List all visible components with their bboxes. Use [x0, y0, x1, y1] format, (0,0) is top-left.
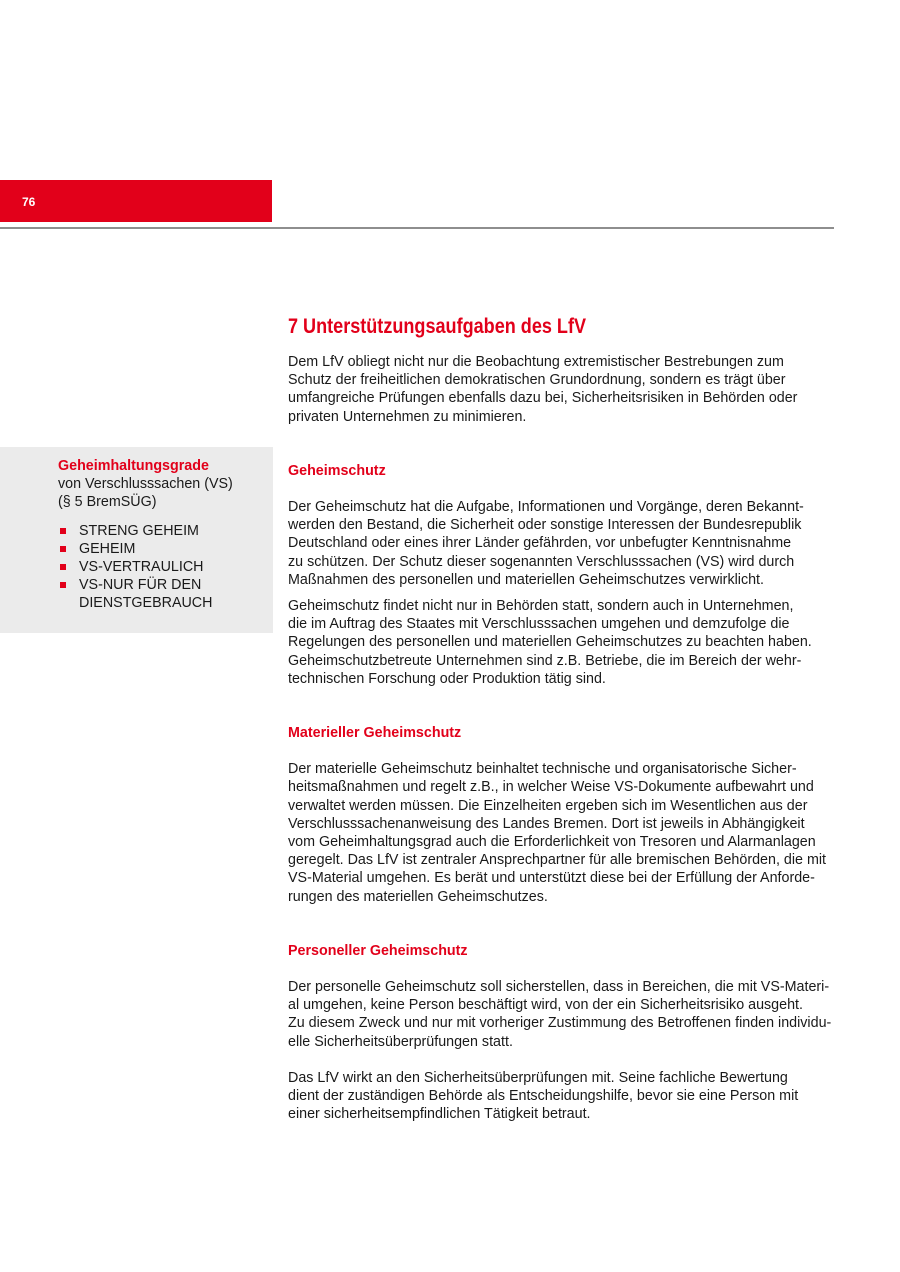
text-line: al umgehen, keine Person beschäftigt wird, von der ein Sicherheitsrisiko ausgeht. — [288, 997, 803, 1014]
text-line: rungen des materiellen Geheimschutzes. — [288, 888, 548, 905]
list-item-label: VS-NUR FÜR DEN — [79, 577, 202, 594]
text-line: Der personelle Geheimschutz soll sicherstellen, dass in Bereichen, die mit VS-Materi- — [288, 979, 830, 996]
text-line: verwaltet werden müssen. Die Einzelheiten ergeben sich im Wesentlichen aus der — [288, 797, 808, 814]
text-line: Geheimschutzbetreute Unternehmen sind z.B. Betriebe, die im Bereich der wehr- — [288, 652, 802, 669]
sidebar-title: Geheimhaltungsgrade — [58, 458, 209, 474]
text-line: privaten Unternehmen zu minimieren. — [288, 408, 527, 425]
sidebar-content — [58, 457, 268, 613]
text-line: Der Geheimschutz hat die Aufgabe, Informationen und Vorgänge, deren Bekannt- — [288, 499, 804, 516]
paragraph — [288, 597, 840, 688]
list-item-label: DIENSTGEBRAUCH — [79, 595, 213, 612]
section-heading-personeller-geheimschutz: Personeller Geheimschutz — [288, 942, 468, 959]
text-line: elle Sicherheitsüberprüfungen statt. — [288, 1033, 513, 1050]
page-number: 76 — [22, 195, 36, 209]
list-item — [58, 522, 268, 540]
text-line: Zu diesem Zweck und nur mit vorheriger Zustimmung des Betroffenen finden individu- — [288, 1015, 832, 1032]
header-divider — [0, 227, 834, 229]
main-column — [288, 313, 840, 1124]
text-line: Verschlusssachenanweisung des Landes Bremen. Dort ist jeweils in Abhängigkeit — [288, 815, 805, 832]
text-line: die im Auftrag des Staates mit Verschlusssachen umgehen und demzufolge die — [288, 616, 790, 633]
text-line: werden den Bestand, die Sicherheit oder sonstige Interessen der Bundesrepublik — [288, 517, 802, 534]
text-line: Deutschland oder eines ihrer Länder gefährden, vor unbefugter Kenntnisnahme — [288, 535, 792, 552]
text-line: Das LfV wirkt an den Sicherheitsüberprüfungen mit. Seine fachliche Bewertung — [288, 1069, 788, 1086]
text-line: dient der zuständigen Behörde als Entscheidungshilfe, bevor sie eine Person mit — [288, 1088, 799, 1105]
text-line: heitsmaßnahmen und regelt z.B., in welcher Weise VS-Dokumente aufbewahrt und — [288, 779, 814, 796]
text-line: VS-Material umgehen. Es berät und unterstützt diese bei der Erfüllung der Anforde- — [288, 870, 815, 887]
list-item — [58, 540, 268, 558]
paragraph — [288, 760, 840, 906]
section-heading-materieller-geheimschutz: Materieller Geheimschutz — [288, 725, 462, 742]
intro-paragraph — [288, 353, 840, 426]
text-line: Dem LfV obliegt nicht nur die Beobachtung extremistischer Bestrebungen zum — [288, 354, 784, 370]
section-heading-geheimschutz: Geheimschutz — [288, 462, 386, 479]
text-line: Schutz der freiheitlichen demokratischen Grundordnung, sondern es trägt über — [288, 372, 786, 389]
text-line: umfangreiche Prüfungen ebenfalls dazu bei, Sicherheitsrisiken in Behörden oder — [288, 390, 798, 407]
text-line: zu schützen. Der Schutz dieser sogenannten Verschlusssachen (VS) wird durch — [288, 553, 795, 570]
paragraph — [288, 978, 840, 1051]
text-line: Maßnahmen des personellen und materiellen Geheimschutzes verwirklicht. — [288, 571, 764, 588]
text-line: Der materielle Geheimschutz beinhaltet technische und organisatorische Sicher- — [288, 761, 797, 778]
sidebar-subtitle-line: (§ 5 BremSÜG) — [58, 494, 157, 511]
header-accent-bar — [0, 180, 272, 222]
text-line: geregelt. Das LfV ist zentraler Ansprechpartner für alle bremischen Behörden, die mit — [288, 852, 826, 869]
paragraph — [288, 1069, 840, 1124]
paragraph — [288, 498, 840, 589]
text-line: Regelungen des personellen und materiellen Geheimschutzes zu beachten haben. — [288, 634, 812, 651]
text-line: vom Geheimhaltungsgrad auch die Erforderlichkeit von Tresoren und Alarmanlagen — [288, 834, 816, 851]
sidebar-subtitle-line: von Verschlusssachen (VS) — [58, 476, 233, 493]
classification-list — [58, 522, 268, 613]
text-line: Geheimschutz findet nicht nur in Behörden statt, sondern auch in Unternehmen, — [288, 598, 794, 615]
list-item — [58, 558, 268, 576]
text-line: einer sicherheitsempfindlichen Tätigkeit betraut. — [288, 1106, 591, 1123]
text-line: technischen Forschung oder Produktion tätig sind. — [288, 670, 606, 687]
list-item-label: STRENG GEHEIM — [79, 522, 199, 539]
list-item-label: GEHEIM — [79, 540, 136, 557]
page-title: 7 Unterstützungsaufgaben des LfV — [288, 315, 587, 338]
list-item-label: VS-VERTRAULICH — [79, 559, 204, 576]
list-item — [58, 576, 268, 612]
